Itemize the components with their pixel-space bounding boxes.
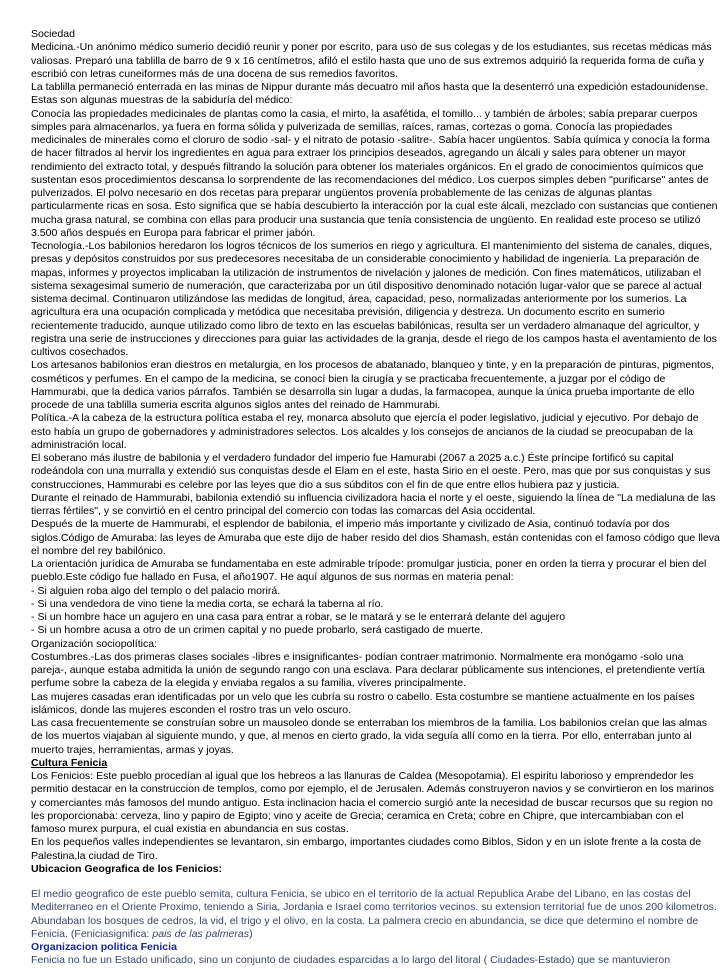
paragraph-politica: Política.-A la cabeza de la estructura política estaba el rey, monarca absoluto que ejercía el poder legislativo, judicial y ejecutivo. Por debajo de esto había un grupo de gobernadores y administradores selectos. Los alcaldes y los consejos de ancianos de la ciudad se preocupaban de la administración local. [31,412,699,451]
paragraph-organizacion-politica: Fenicia no fue un Estado unificado, sino un conjunto de ciudades esparcidas a lo largo del litoral ( Ciudades-Estado) que se mantuvieron [31,954,671,967]
list-item-law-3: - Si un hombre hace un agujero en una casa para entrar a robar, se le matará y se le enterrará delante del agujero [31,611,566,623]
paragraph-organizacion: Organización sociopolítica: [31,637,158,650]
paragraph-reinado: Durante el reinado de Hammurabi, babilonia extendió su influencia civilizadora hacia el norte y el oeste, siguiendo la línea de "La medialuna de las tierras fértiles", y se convirtió en el centro principal del comercio con todas las comarcas del Asia occidental. [31,491,716,517]
heading-ubicacion: Ubicacion Geografica de los Fenicios: [31,862,223,875]
ubicacion-italic: pais de las palmeras [152,927,250,940]
list-item-law-1: - Si alguien roba algo del templo o del palacio morirá. [31,584,281,597]
paragraph-medicina: Medicina.-Un anónimo médico sumerio decidió reunir y poner por escrito, para uso de sus colegas y de los estudiantes, sus recetas médicas más valiosas. Preparó una tablilla de barro de 9 x 16 centímetros, afiló el estilo hasta que uno de sus extremos adquirió la requerida forma de cuña y escribió con letras cuneiformes más de una docena de sus remedios favoritos. [31,41,712,80]
paragraph-orientacion: La orientación jurídica de Amuraba se fundamentaba en este admirable trípode: promulgar justicia, poner en orden la tierra y procurar el bien del pueblo.Este código fue hallado en Fusa, el año1907. He aquí algunos de sus normas en materia penal: [31,558,707,584]
paragraph-tablilla: La tablilla permaneció enterrada en las minas de Nippur durante más decuatro mil años hasta que la desenterró una expedición estadounidense. Estas son algunas muestras de la sabiduría del médico: [31,81,709,107]
ubicacion-text: El medio geografico de este pueblo semita, cultura Fenicia, se ubico en el territorio de la actual Republica Arabe del Libano, en las costas del Mediterraneo en el Oriente Proximo, teniendo a Siria, Jordania e Israel como territorios vecinos. su extension territorial fue de unos 200 kilometros. Abundaban los bosques de cedros, la vid, el trigo y el olivo, en la costa. La palmera crecio en abundancia, se dice que determino el nombre de Fenicia. (Feniciasignifica: [31,888,717,940]
paragraph-soberano: El soberano más ilustre de babilonia y el verdadero fundador del imperio fue Hamurabi (2067 a 2025 a.c.) Éste príncipe fortificó su capital rodeándola con una murralla y extendió sus conquistas desde el Elam en el este, hasta Sirio en el oeste. Pero, mas que por sus conquistas y sus construcciones, Hammurabi es celebre por las leyes que dio a sus súbditos con el fin de que entre ellos hubiera paz y justicia. [31,452,711,491]
paragraph-fenicios: Los Fenicios: Este pueblo procedían al igual que los hebreos a las llanuras de Caldea (Mesopotamia). El espiritu laborioso y emprendedor les permitio destacar en la construccion de templos, como por ejemplo, el de Jerusalen. Además construyeron navios y se convirtieron en los marinos y comerciantes más famosos del mundo antiguo. Esta inclinacion hacia el comercio surgió ante la necesidad de buscar recursos que su region no les proporcionaba: cerveza, lino y papiro de Egipto; vino y aceite de Grecia; ceramica en Creta; cobre en Chipre, que intercambiaban con el famoso murex purpura, el cual existia en abundancia en sus costas. [31,770,714,835]
heading-organizacion-politica: Organizacion politica Fenicia [31,941,177,953]
paragraph-artesanos: Los artesanos babilonios eran diestros en metalurgia, en los procesos de abatanado, blanqueo y tinte, y en la preparación de pinturas, pigmentos, cosméticos y perfumes. En el campo de la medicina, se conocí bien la cirugía y se practicaba frecuentemente, a juzgar por el código de Hammurabi, que la dedica varios párrafos. También se desarrolla sin lugar a dudas, la farmacopea, aunque la única prueba importante de ello procede de una tablilla sumeria escrita algunos siglos antes del reinado de Hammurabi. [31,359,715,411]
ubicacion-section [31,888,720,968]
section-title-sociedad: Sociedad [31,28,75,40]
paragraph-tecnologia: Tecnología.-Los babilonios heredaron los logros técnicos de los sumerios en riego y agricultura. El mantenimiento del sistema de canales, diques, presas y depósitos construidos por sus predecesores necesitaba de un considerable conocimiento y habilidad de ingeniería. La preparación de mapas, informes y proyectos implicaban la utilización de instrumentos de nivelación y jalones de medición. Con fines matemáticos, utilizaban el sistema sexagesimal sumerio de numeración, que caracterizaba por un útil dispositivo denominado notación lugar-valor que se parece al actual sistema decimal. Continuaron utilizándose las medidas de longitud, área, capacidad, peso, normalizadas anteriormente por los sumerios. La agricultura era una ocupación complicada y metódica que necesitaba previsión, diligencia y destreza. Un documento escrito en sumerio recientemente traducido, aunque utilizado como libro de texto en las escuelas babilónicas, resulta ser un verdadero almanaque del agricultor, y registra una serie de instrucciones y direcciones para guiar las actividades de la granja, desde el riego de los campos hasta el aventamiento de los cultivos cosechados. [31,240,717,358]
list-item-law-2: - Si una vendedora de vino tiene la media corta, se echará la taberna al río. [31,597,384,610]
paragraph-valles: En los pequeños valles independientes se levantaron, sin embargo, importantes ciudades como Biblos, Sidon y en un islote frente a la costa de Palestina,la ciudad de Tiro. [31,836,702,862]
list-item-law-4: - Si un hombre acusa a otro de un crimen capital y no puede probarlo, será castigado de muerte. [31,624,484,637]
paragraph-conocia: Conocía las propiedades medicinales de plantas como la casia, el mirto, la asafétida, el tomillo... y también de árboles; sabía preparar cuerpos simples para almacenarlos, ya fuera en forma sólida y pulverizada de semillas, raíces, ramas, cortezas o goma. Conocía las propiedades medicinales de minerales como el cloruro de sodio -sal- y el nitrato de potasio -salitre-. Sabía hacer ungüentos. Sabía química y conocía la forma de hacer filtrados al hervir los ingredientes en agua para extraer los principios deseados, agregando un álcali y sales para obtener un mayor rendimiento del extracto total, y después filtrando la solución para obtener los materiales orgánicos. En el grado de conocimientos químicos que sustentan esos procedimientos descansa lo sorprendente de las recomendaciones del médico. Los cuerpos simples deben "purificarse" antes de pulverizados. El polvo necesario en dos recetas para preparar ungüentos provenía probablemente de las cenizas de algunas plantas particularmente ricas en sosa. Esto significa que se había descubierto la interacción por la cual este álcali, mezclado con sustancias que contienen mucha grasa natural, se combina con ellas para producir una sustancia que tenía consistencia de ungüento. En realidad este proceso se utilizó 3.500 años después en Europa para fabricar el primer jabón. [31,107,718,239]
paragraph-costumbres: Costumbres.-Las dos primeras clases sociales -libres e insignificantes- podían contraer matrimonio. Normalmente era monógamo -solo una pareja-, aunque estaba admitida la unión de segundo rango con una esclava. Para declarar públicamente sus intenciones, el pretendiente vertía perfume sobre la cabeza de la elegida y enviaba regalos a su familia, víveres principalmente. [31,650,705,690]
paragraph-ubicacion [31,888,720,941]
paragraph-mujeres: Las mujeres casadas eran identificadas por un velo que les cubría su rostro o cabello. Esta costumbre se mantiene actualmente en los países islámicos, donde las mujeres esconden el rostro tras un velo oscuro. [31,690,695,716]
ubicacion-close: ) [249,927,253,940]
paragraph-casas: Las casa frecuentemente se construían sobre un mausoleo donde se enterraban los miembros de la familia. Los babilonios creían que las almas de los muertos viajaban al siguiente mundo, y que, al menos en cierto grado, la vida seguía allí como en la tierra. Por ello, enterraban junto al muerto trajes, herramientas, armas y joyas. [31,717,707,756]
paragraph-despues: Después de la muerte de Hammurabi, el esplendor de babilonia, el imperio más importante y civilizado de Asia, continuó todavía por dos siglos.Código de Amuraba: las leyes de Amuraba que este dijo de haber resido del dios Shamash, están contenidas con el famoso código que lleva el nombre del rey babilónico. [31,518,720,557]
heading-cultura-fenicia: Cultura Fenicia [31,756,108,769]
